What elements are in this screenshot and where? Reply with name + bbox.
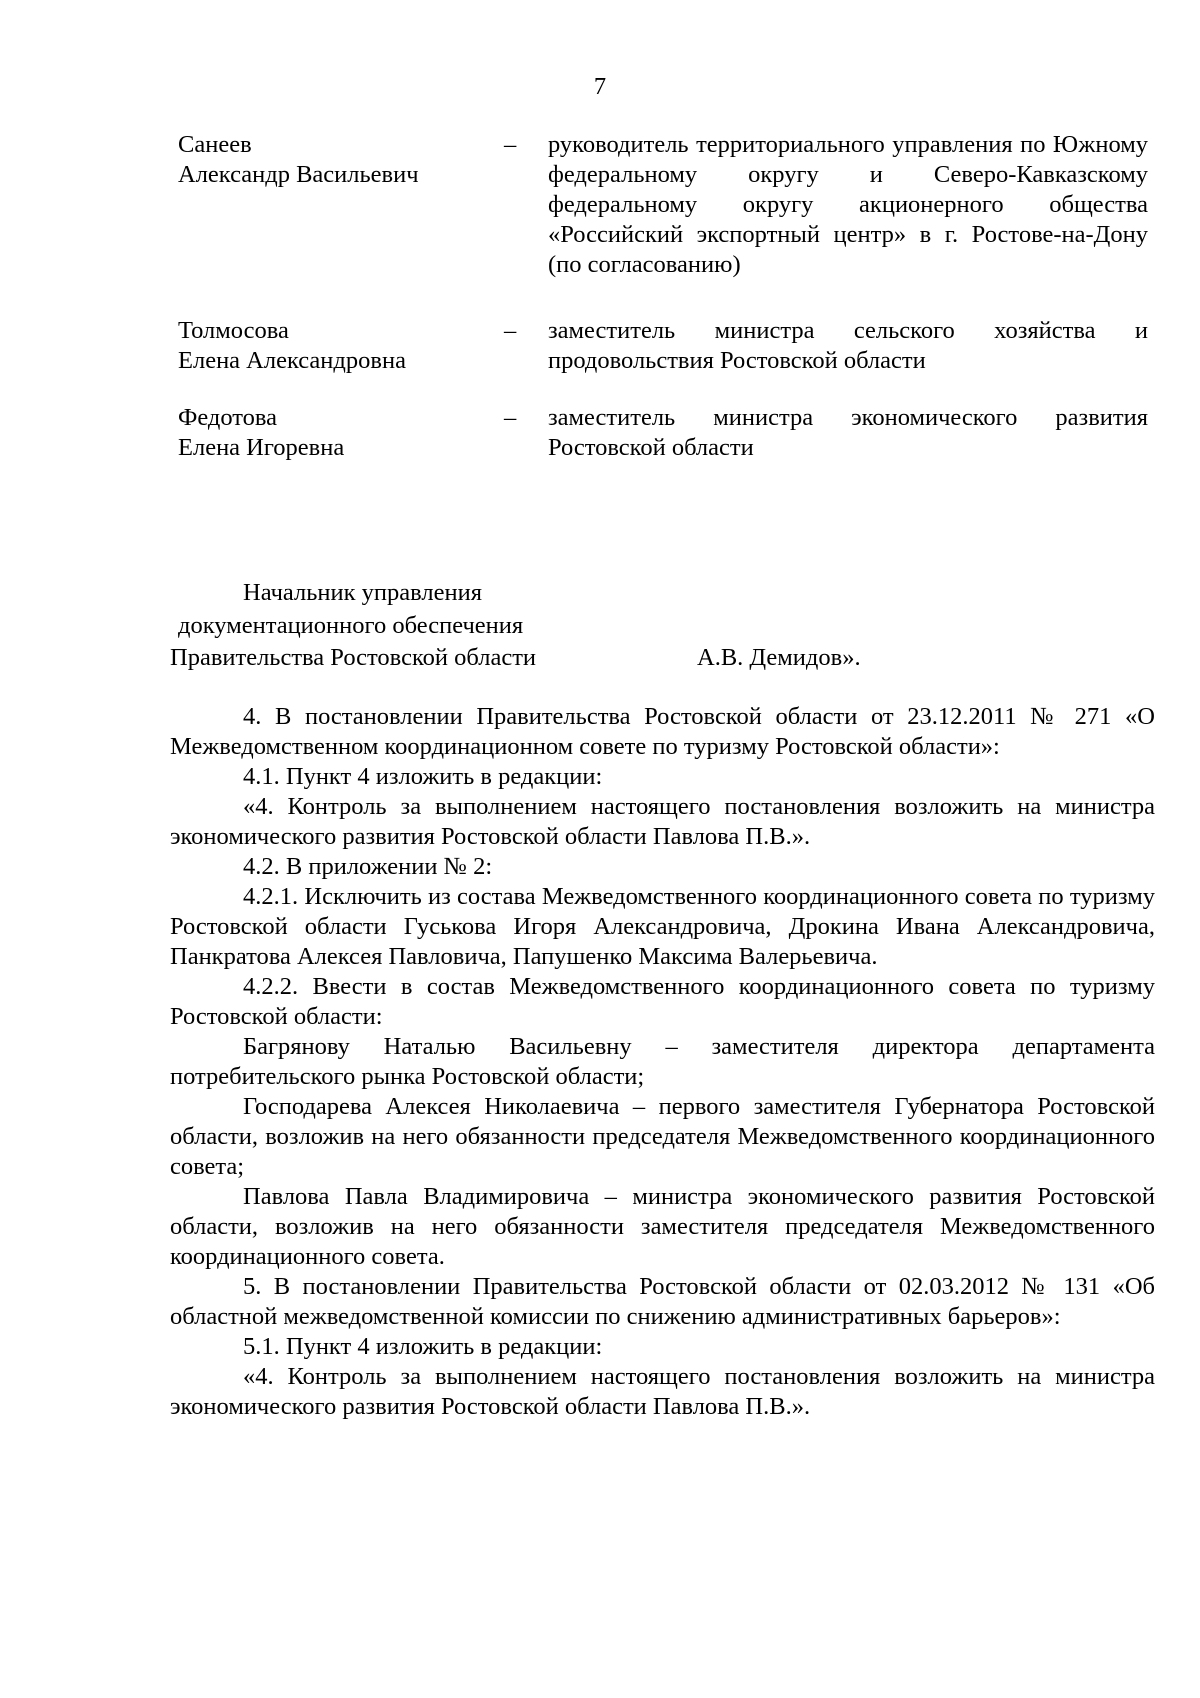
paragraph: Павлова Павла Владимировича – министра экономического развития Ростовской области, возложив на него обязанности заместителя председателя Межведомственного координационного совета.	[170, 1183, 1155, 1270]
paragraph: 4. В постановлении Правительства Ростовской области от 23.12.2011 № 271 «О Межведомственном координационном совете по туризму Ростовской области»:	[170, 703, 1155, 760]
member-dash: –	[504, 317, 517, 344]
member-given-names: Елена Александровна	[178, 347, 406, 374]
paragraph: «4. Контроль за выполнением настоящего постановления возложить на министра экономического развития Ростовской области Павлова П.В.».	[170, 1363, 1155, 1420]
member-role: руководитель территориального управления по Южному федеральному округу и Северо-Кавказскому федеральному округу акционерного общества «Российский экспортный центр» в г. Ростове-на-Дону (по согласованию)	[548, 131, 1148, 278]
document-body	[170, 702, 1155, 1422]
member-name	[178, 403, 498, 463]
paragraph: 4.1. Пункт 4 изложить в редакции:	[243, 763, 603, 790]
member-dash: –	[504, 131, 517, 158]
member-name	[178, 130, 498, 190]
signature-title-line-2: документационного обеспечения	[178, 612, 524, 639]
paragraph: 4.2.1. Исключить из состава Межведомственного координационного совета по туризму Ростовской области Гуськова Игоря Александровича, Дрокина Ивана Александровича, Панкратова Алексея Павловича, Папушенко Максима Валерьевича.	[170, 883, 1155, 970]
paragraph: Багрянову Наталью Васильевну – заместителя директора департамента потребительского рынка Ростовской области;	[170, 1033, 1155, 1090]
paragraph: 5.1. Пункт 4 изложить в редакции:	[243, 1333, 603, 1360]
member-row-tolmosova	[178, 316, 1148, 386]
member-surname: Толмосова	[178, 317, 289, 344]
member-surname: Федотова	[178, 404, 278, 431]
member-role: заместитель министра экономического развития Ростовской области	[548, 404, 1148, 461]
paragraph: 4.2.2. Ввести в состав Межведомственного координационного совета по туризму Ростовской области:	[170, 973, 1155, 1030]
member-dash: –	[504, 404, 517, 431]
member-name	[178, 316, 498, 376]
paragraph: Господарева Алексея Николаевича – первого заместителя Губернатора Ростовской области, возложив на него обязанности председателя Межведомственного координационного совета;	[170, 1093, 1155, 1180]
member-given-names: Елена Игоревна	[178, 434, 345, 461]
member-surname: Санеев	[178, 131, 252, 158]
signature-title-line-3: Правительства Ростовской области	[170, 644, 537, 671]
member-row-fedotova	[178, 403, 1148, 473]
member-given-names: Александр Васильевич	[178, 161, 419, 188]
paragraph: 4.2. В приложении № 2:	[243, 853, 493, 880]
paragraph: «4. Контроль за выполнением настоящего постановления возложить на министра экономического развития Ростовской области Павлова П.В.».	[170, 793, 1155, 850]
paragraph: 5. В постановлении Правительства Ростовской области от 02.03.2012 № 131 «Об областной межведомственной комиссии по снижению административных барьеров»:	[170, 1273, 1155, 1330]
member-row-saneev	[178, 130, 1148, 278]
signature-title-line-1: Начальник управления	[243, 579, 482, 606]
page-number: 7	[593, 73, 607, 100]
signature-name: А.В. Демидов».	[697, 644, 861, 671]
member-role: заместитель министра сельского хозяйства и продовольствия Ростовской области	[548, 317, 1148, 374]
